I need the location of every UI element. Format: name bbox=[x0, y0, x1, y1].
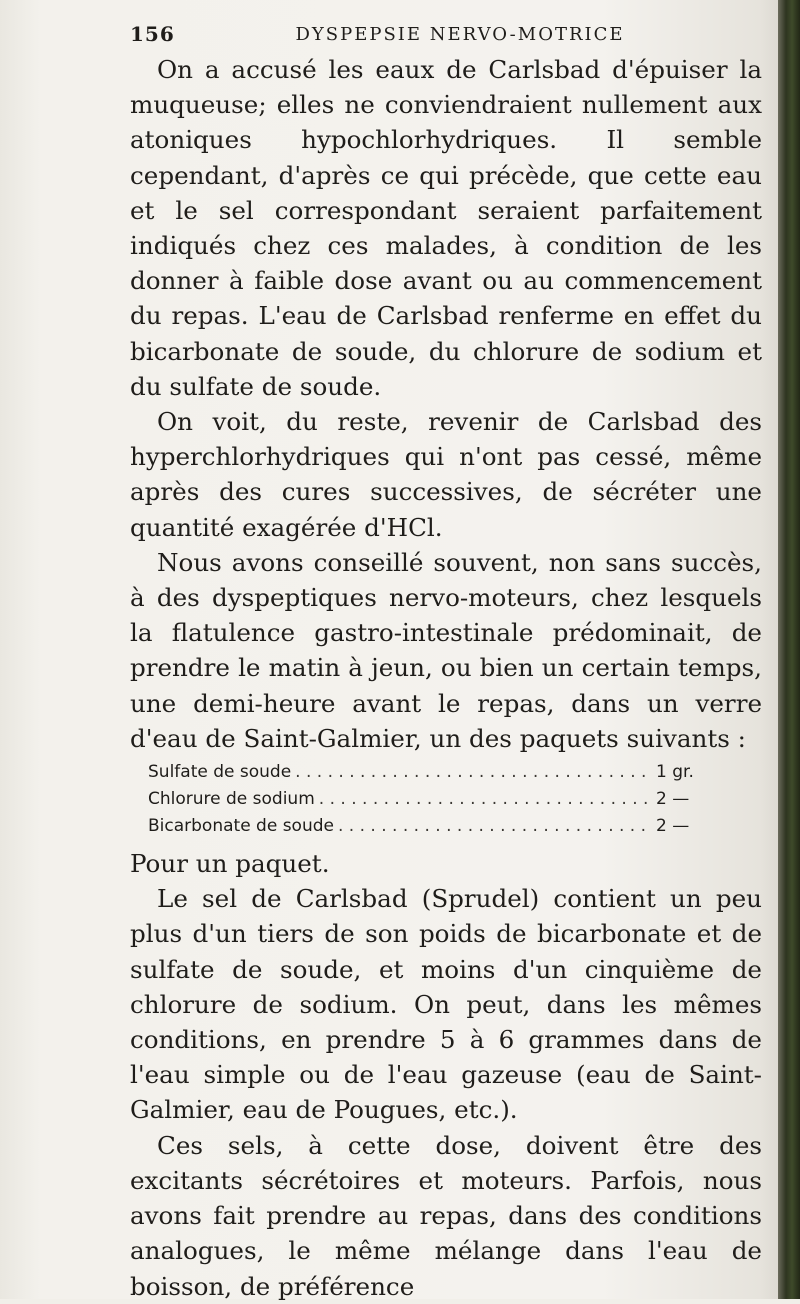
formula-quantity: 1 gr. bbox=[656, 762, 694, 783]
paragraph-sel-carlsbad: Le sel de Carlsbad (Sprudel) contient un peu plus d'un tiers de son poids de bicarbonate et de sulfate de soude, et moins d'un cinquième de chlorure de sodium. On peut, dans les mêmes conditions, en prendre 5 à 6 grammes dans de l'eau simple ou de l'eau gazeuse (eau de Saint-Galmier, eau de Pougues, etc.). bbox=[130, 884, 762, 1125]
paragraph-carlsbad: On a accusé les eaux de Carlsbad d'épuiser la muqueuse; elles ne conviendraient nullement aux atoniques hypochlorhydriques. Il semble cependant, d'après ce qui précède, que cette eau et le sel correspondant seraient parfaitement indiqués chez ces malades, à condition de les donner à faible dose avant ou au commencement du repas. L'eau de Carlsbad renferme en effet du bicarbonate de soude, du chlorure de sodium et du sulfate de soude. bbox=[130, 55, 762, 401]
formula-row bbox=[148, 786, 708, 813]
paragraph-ces-sels: Ces sels, à cette dose, doivent être des excitants sécrétoires et moteurs. Parfois, nous avons fait prendre au repas, dans des conditions analogues, le même mélange dans l'eau de boisson, de préférence bbox=[130, 1130, 762, 1301]
dot-leader bbox=[319, 786, 652, 813]
formula-row bbox=[148, 813, 708, 840]
page-header bbox=[130, 14, 760, 54]
formula-list bbox=[148, 759, 708, 840]
page-body bbox=[130, 52, 762, 1304]
formula-quantity: 2 — bbox=[656, 789, 690, 810]
running-title: DYSPEPSIE NERVO-MOTRICE bbox=[295, 23, 625, 45]
dot-leader bbox=[295, 759, 652, 786]
paragraph-hyperchlorhydriques: On voit, du reste, revenir de Carlsbad des hyperchlorhydriques qui n'ont pas cessé, même après des cures successives, de sécréter une quantité exagérée d'HCl. bbox=[130, 407, 762, 542]
formula-ingredient: Chlorure de sodium bbox=[148, 789, 315, 810]
formula-ingredient: Sulfate de soude bbox=[148, 762, 292, 783]
page-number: 156 bbox=[130, 22, 175, 46]
binding-edge bbox=[778, 0, 800, 1299]
paragraph-conseil: Nous avons conseillé souvent, non sans succès, à des dyspeptiques nervo-moteurs, chez lesquels la flatulence gastro-intestinale prédominait, de prendre le matin à jeun, ou bien un certain temps, une demi-heure avant le repas, dans un verre d'eau de Saint-Galmier, un des paquets suivants : bbox=[130, 547, 762, 753]
formula-quantity: 2 — bbox=[656, 816, 690, 837]
formula-row bbox=[148, 759, 708, 786]
paragraph-pour-un-paquet: Pour un paquet. bbox=[130, 849, 330, 879]
formula-ingredient: Bicarbonate de soude bbox=[148, 816, 334, 837]
dot-leader bbox=[338, 813, 652, 840]
